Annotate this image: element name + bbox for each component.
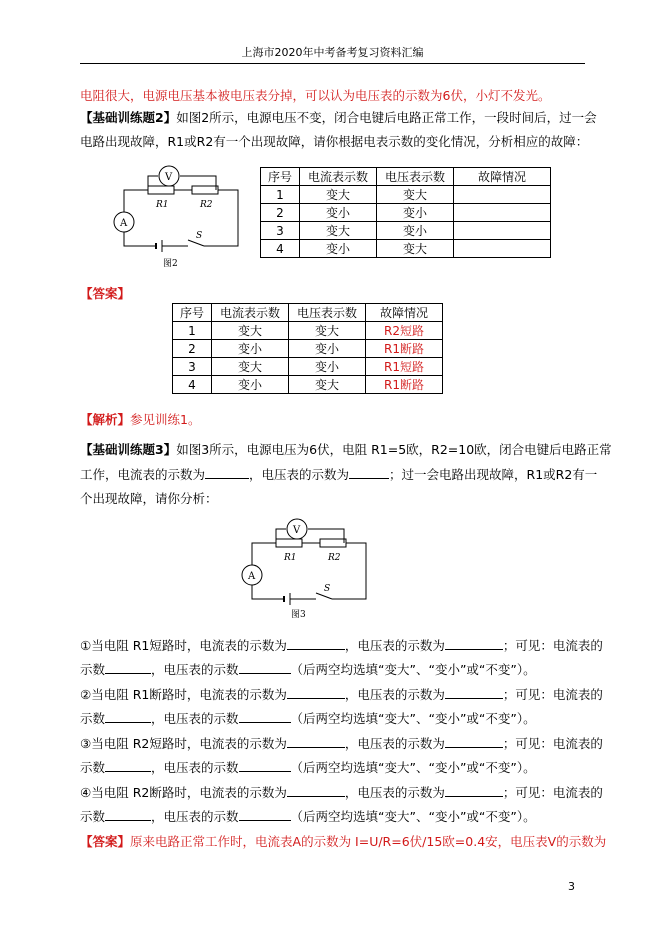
question-4-line2: [80, 807, 585, 827]
answer-blank[interactable]: [105, 807, 151, 821]
question-text: 示数: [80, 662, 106, 677]
answer-blank[interactable]: [445, 783, 503, 797]
switch-label-2: S: [196, 231, 203, 241]
circuit-figure-2: [108, 162, 248, 270]
table-header: 电流表示数: [212, 304, 289, 322]
question-hint: （后两空均选填“变大”、“变小”或“不变”）。: [290, 760, 536, 775]
question-text: ；可见：电流表的: [502, 687, 603, 702]
answer-blank[interactable]: [287, 734, 345, 748]
answer-blank[interactable]: [105, 709, 151, 723]
table-header: 故障情况: [454, 168, 551, 186]
table-cell: 1: [261, 186, 300, 204]
r2-label-2: R2: [200, 200, 213, 210]
table-cell: [454, 222, 551, 240]
answer-blank[interactable]: [287, 685, 345, 699]
table-row: [261, 222, 551, 240]
ex3-line1: [80, 440, 612, 460]
table-cell: 变大: [300, 222, 377, 240]
answer-blank[interactable]: [105, 758, 151, 772]
table-row: [261, 204, 551, 222]
answer-blank[interactable]: [349, 465, 389, 479]
ex2-line1: [80, 108, 597, 128]
question-2-line1: [80, 685, 603, 705]
analysis-line: [80, 410, 585, 430]
answer-blank[interactable]: [105, 660, 151, 674]
ex2-table: [260, 167, 551, 258]
question-text: 示数: [80, 711, 106, 726]
table-cell: 变大: [212, 322, 289, 340]
table-cell: 3: [173, 358, 212, 376]
table-cell: 4: [261, 240, 300, 258]
table-header: 电压表示数: [289, 304, 366, 322]
question-number: ④: [80, 785, 92, 800]
final-answer-text: 原来电路正常工作时，电流表A的示数为 I=U/R=6伏/15欧=0.4安，电压表V的示数为: [130, 834, 607, 849]
switch-label-3: S: [324, 584, 331, 594]
table-cell: 变小: [289, 358, 366, 376]
ex3-line3: 个出现故障，请你分析：: [80, 491, 218, 506]
table-cell: [454, 204, 551, 222]
question-4-line1: [80, 783, 603, 803]
question-text: 当电阻 R2断路时，电流表的示数为: [91, 785, 287, 800]
page-number: 3: [568, 880, 575, 893]
r2-label-3: R2: [328, 553, 341, 563]
question-number: ①: [80, 638, 92, 653]
table-row: [173, 376, 443, 394]
final-answer-line: [80, 832, 607, 852]
question-1-line2: [80, 660, 585, 680]
answer-blank[interactable]: [287, 783, 345, 797]
question-number: ②: [80, 687, 92, 702]
ex3-text-2b: ，电压表的示数为: [249, 467, 350, 482]
table-header-row: [173, 304, 443, 322]
question-2-line2: [80, 709, 585, 729]
table-cell: 变大: [289, 376, 366, 394]
table-cell: 1: [173, 322, 212, 340]
table-header: 序号: [261, 168, 300, 186]
answer-table: [172, 303, 443, 394]
ex3-text-2c: ；过一会电路出现故障，R1或R2有一: [389, 467, 598, 482]
table-header: 故障情况: [366, 304, 443, 322]
table-cell: R1断路: [366, 376, 443, 394]
ex3-text-2a: 工作，电流表的示数为: [80, 467, 206, 482]
question-text: ；可见：电流表的: [502, 736, 603, 751]
question-text: ，电压表的示数为: [344, 687, 445, 702]
answer-blank[interactable]: [445, 685, 503, 699]
table-cell: 4: [173, 376, 212, 394]
voltmeter-label-3: V: [293, 525, 301, 536]
table-cell: 变小: [300, 204, 377, 222]
ex3-tag: 【基础训练题3】: [80, 442, 177, 457]
question-text: ，电压表的示数为: [344, 638, 445, 653]
table-cell: R1短路: [366, 358, 443, 376]
question-text: ，电压表的示数: [151, 760, 239, 775]
table-cell: 2: [173, 340, 212, 358]
table-header: 电压表示数: [377, 168, 454, 186]
figure-3-caption: 图3: [291, 610, 306, 620]
answer-blank[interactable]: [205, 465, 249, 479]
question-hint: （后两空均选填“变大”、“变小”或“不变”）。: [290, 809, 536, 824]
answer-blank[interactable]: [239, 709, 291, 723]
ammeter-label-2: A: [120, 218, 128, 229]
question-text: 当电阻 R1短路时，电流表的示数为: [91, 638, 287, 653]
table-row: [173, 358, 443, 376]
question-text: ；可见：电流表的: [502, 638, 603, 653]
table-cell: 变大: [212, 358, 289, 376]
table-header: 电流表示数: [300, 168, 377, 186]
header-rule: [80, 63, 585, 64]
table-cell: 变大: [289, 322, 366, 340]
answer-blank[interactable]: [445, 636, 503, 650]
question-text: ，电压表的示数为: [344, 736, 445, 751]
table-cell: 变小: [377, 204, 454, 222]
question-hint: （后两空均选填“变大”、“变小”或“不变”）。: [290, 711, 536, 726]
table-cell: 变小: [289, 340, 366, 358]
question-3-line2: [80, 758, 585, 778]
answer-blank[interactable]: [239, 807, 291, 821]
analysis-label: 【解析】: [80, 412, 131, 427]
question-text: ，电压表的示数为: [344, 785, 445, 800]
question-text: ；可见：电流表的: [502, 785, 603, 800]
table-cell: 2: [261, 204, 300, 222]
question-text: 示数: [80, 809, 106, 824]
figure-2-caption: 图2: [163, 259, 178, 269]
r1-label-2: R1: [156, 200, 169, 210]
question-3-line1: [80, 734, 603, 754]
table-cell: [454, 186, 551, 204]
question-text: 当电阻 R1断路时，电流表的示数为: [91, 687, 287, 702]
answer-blank[interactable]: [239, 660, 291, 674]
table-cell: 3: [261, 222, 300, 240]
intro-text: 电阻很大，电源电压基本被电压表分掉，可以认为电压表的示数为6伏，小灯不发光。: [80, 88, 551, 103]
r1-label-3: R1: [284, 553, 297, 563]
table-cell: R1断路: [366, 340, 443, 358]
circuit-figure-3: [236, 515, 376, 623]
page-header: 上海市2020年中考备考复习资料汇编: [241, 46, 424, 59]
table-row: [173, 340, 443, 358]
ex3-text-1: 如图3所示，电源电压为6伏，电阻 R1=5欧，R2=10欧，闭合电键后电路正常: [176, 442, 612, 457]
table-row: [173, 322, 443, 340]
table-row: [261, 240, 551, 258]
question-text: ，电压表的示数: [151, 662, 239, 677]
table-row: [261, 186, 551, 204]
table-cell: R2短路: [366, 322, 443, 340]
table-cell: 变小: [212, 340, 289, 358]
question-text: ，电压表的示数: [151, 809, 239, 824]
table-header-row: [261, 168, 551, 186]
question-text: ，电压表的示数: [151, 711, 239, 726]
ammeter-label-3: A: [248, 571, 256, 582]
answer-blank[interactable]: [239, 758, 291, 772]
answer-blank[interactable]: [287, 636, 345, 650]
table-cell: 变大: [377, 240, 454, 258]
question-hint: （后两空均选填“变大”、“变小”或“不变”）。: [290, 662, 536, 677]
table-cell: 变小: [300, 240, 377, 258]
table-cell: 变大: [300, 186, 377, 204]
question-text: 当电阻 R2短路时，电流表的示数为: [91, 736, 287, 751]
final-answer-label: 【答案】: [80, 834, 131, 849]
answer-label: 【答案】: [80, 286, 131, 301]
question-text: 示数: [80, 760, 106, 775]
ex2-text-1: 如图2所示，电源电压不变，闭合电键后电路正常工作，一段时间后，过一会: [176, 110, 597, 125]
table-cell: 变小: [377, 222, 454, 240]
question-1-line1: [80, 636, 603, 656]
question-number: ③: [80, 736, 92, 751]
ex2-tag: 【基础训练题2】: [80, 110, 177, 125]
ex3-line2: [80, 465, 598, 485]
ex2-line2: 电路出现故障，R1或R2有一个出现故障，请你根据电表示数的变化情况，分析相应的故障：: [80, 134, 589, 149]
table-cell: [454, 240, 551, 258]
table-header: 序号: [173, 304, 212, 322]
table-cell: 变小: [212, 376, 289, 394]
table-cell: 变大: [377, 186, 454, 204]
analysis-text: 参见训练1。: [130, 412, 201, 427]
answer-blank[interactable]: [445, 734, 503, 748]
voltmeter-label-2: V: [165, 172, 173, 183]
